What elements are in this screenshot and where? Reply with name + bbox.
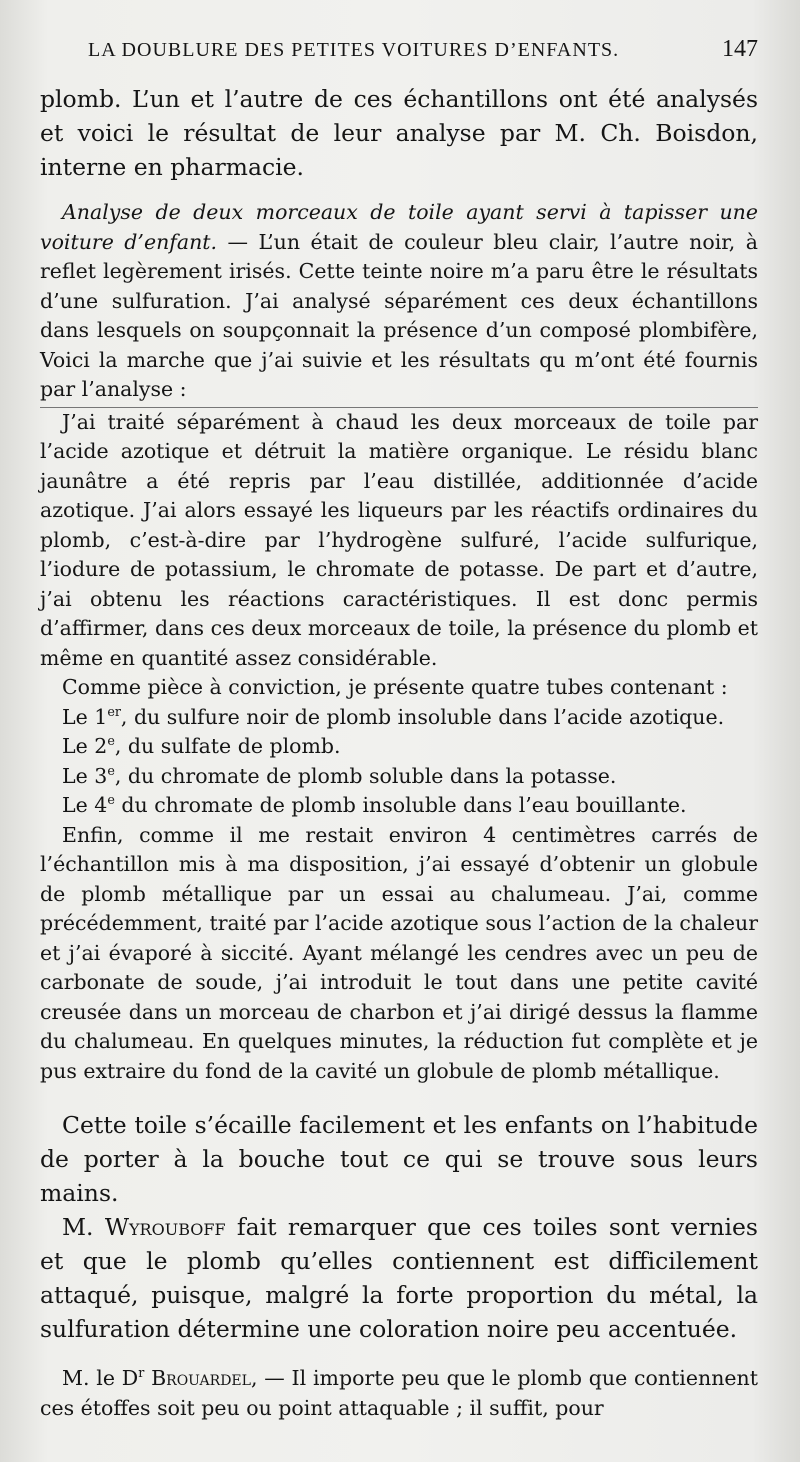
analysis-heading: Analyse de deux morceaux de toile ayant servi à tapisser une voiture d’enfant. — [40, 200, 758, 254]
tubes-list — [40, 703, 758, 821]
tube-ordinal: er — [107, 703, 121, 719]
tube-prefix: Le 2 — [62, 734, 108, 758]
tube-text: du chromate de plomb insoluble dans l’eau bouillante. — [114, 793, 687, 817]
tubes-intro: Comme pièce à conviction, je présente quatre tubes contenant : — [62, 675, 728, 699]
tube-ordinal: e — [107, 733, 115, 749]
running-header — [40, 36, 758, 82]
brouardel-paragraph — [40, 1364, 758, 1423]
analysis-paragraph — [40, 198, 758, 405]
tube-item — [40, 703, 758, 733]
blowpipe-paragraph: Enfin, comme il me restait environ 4 centimètres carrés de l’échantillon mis à ma disposition, j’ai essayé d’obtenir un globule de plomb métallique par un essai au chalumeau. J’ai, comme précédemment, traité par l’acide azotique sous l’action de la chaleur et j’ai évaporé à siccité. Ayant mélangé les cendres avec un peu de carbonate de soude, j’ai introduit le tout dans une petite cavité creusée dans un morceau de charbon et j’ai dirigé dessus la flamme du chalumeau. En quelques minutes, la réduction fut complète et je pus extraire du fond de la cavité un globule de plomb métallique. — [40, 822, 758, 1083]
conclusion-paragraph: Cette toile s’écaille facilement et les enfants on l’habitude de porter à la bouche tout ce qui se trouve sous leurs mains. — [40, 1111, 758, 1207]
tube-item — [40, 762, 758, 792]
tube-item — [40, 732, 758, 762]
wyrouboff-paragraph — [40, 1210, 758, 1346]
tube-text: , du sulfure noir de plomb insoluble dans l’acide azotique. — [120, 704, 725, 729]
wyrouboff-text: fait remarquer que ces toiles sont vernies et que le plomb qu’elles contiennent est difficilement attaqué, puisque, malgré la forte proportion du métal, la sulfuration détermine une coloration noire peu accentuée. — [40, 1213, 758, 1343]
running-title: LA DOUBLURE DES PETITES VOITURES D’ENFANTS. — [88, 39, 620, 61]
tube-item — [40, 791, 758, 821]
tube-ordinal: e — [107, 792, 115, 808]
tube-ordinal: e — [107, 762, 115, 778]
tube-prefix: Le 1 — [62, 704, 108, 729]
brouardel-prefix: M. le D — [62, 1366, 139, 1390]
speaker-brouardel: Brouardel — [151, 1366, 251, 1390]
page-number: 147 — [722, 36, 758, 62]
brouardel-prefix-sup: r — [138, 1365, 145, 1381]
tube-prefix: Le 4 — [62, 793, 108, 817]
tube-text: , du sulfate de plomb. — [114, 734, 341, 758]
analysis-text: — L’un était de couleur bleu clair, l’autre noir, à reflet legèrement irisés. Cette teinte noire m’a paru être le résultats d’une sulfuration. J’ai analysé séparément ces deux échantillons dans lesquels on soupçonnait la présence d’un composé plombifère, Voici la marche que j’ai suivie et les résultats qu m’ont été fournis par l’analyse : — [40, 229, 758, 401]
intro-paragraph: plomb. L’un et l’autre de ces échantillons ont été analysés et voici le résultat de leur analyse par M. Ch. Boisdon, interne en pharmacie. — [40, 85, 758, 181]
tube-text: , du chromate de plomb soluble dans la potasse. — [114, 763, 617, 788]
speaker-wyrouboff: M. Wyrouboff — [62, 1213, 226, 1241]
method-paragraph: J’ai traité séparément à chaud les deux morceaux de toile par l’acide azotique et détruit la matière organique. Le résidu blanc jaunâtre a été repris par l’eau distillée, additionnée d’acide azotique. J’ai alors essayé les liqueurs par les réactifs ordinaires du plomb, c’est-à-dire par l’hydrogène sulfuré, l’acide sulfurique, l’iodure de potassium, le chromate de potasse. De part et d’autre, j’ai obtenu les réactions caractéristiques. Il est donc permis d’affirmer, dans ces deux morceaux de toile, la présence du plomb et même en quantité assez considérable. — [40, 409, 758, 670]
tube-prefix: Le 3 — [62, 763, 108, 788]
brouardel-text: , — Il importe peu que le plomb que contiennent ces étoffes soit peu ou point attaquable ; il suffit, pour — [40, 1366, 758, 1420]
